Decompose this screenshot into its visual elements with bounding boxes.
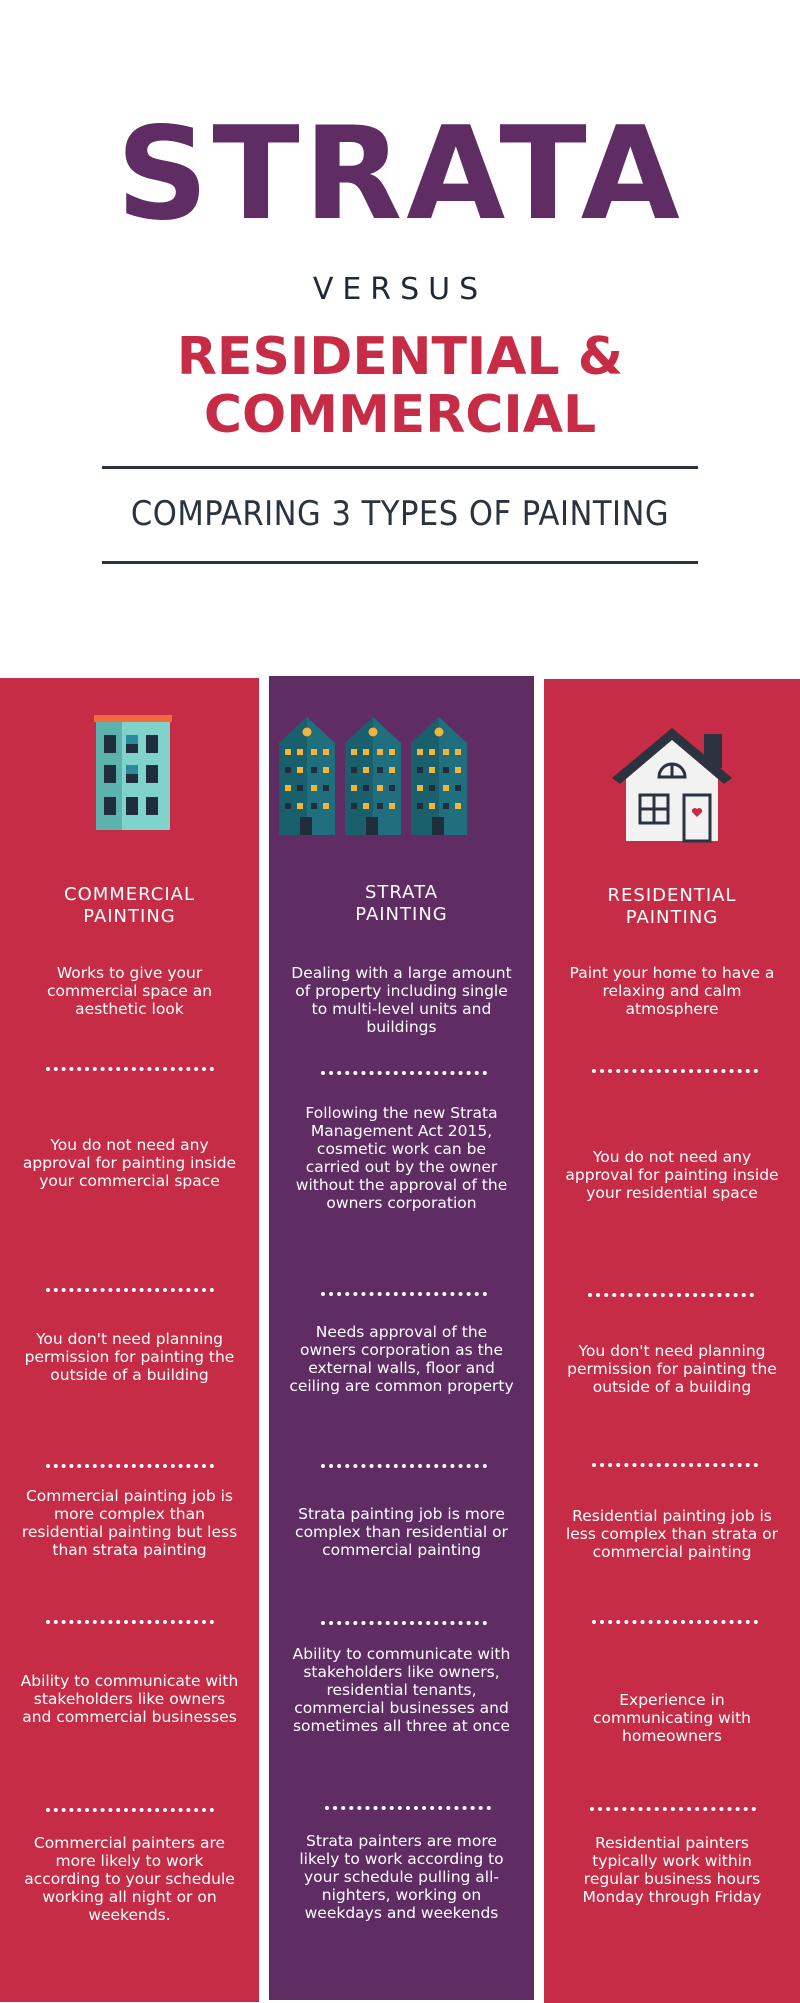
column-title-line-1: COMMERCIAL <box>64 884 195 905</box>
dotted-divider <box>46 1288 214 1292</box>
dotted-divider <box>46 1620 214 1624</box>
column-title-commercial <box>0 884 259 928</box>
strata-item-1: Dealing with a large amount of property including single to multi-level units and buildings <box>291 964 512 1036</box>
column-title-line-2: PAINTING <box>625 907 719 928</box>
residential-item-5: Experience in communicating with homeowners <box>592 1691 752 1745</box>
residential-item-3: You don't need planning permission for painting the outside of a building <box>567 1342 777 1396</box>
dotted-divider <box>46 1464 214 1468</box>
dotted-divider <box>325 1806 491 1810</box>
commercial-item-4: Commercial painting job is more complex than residential painting but less than strata painting <box>21 1487 238 1559</box>
apartment-towers-icon <box>269 711 534 841</box>
residential-item-6: Residential painters typically work within regular business hours Monday through Friday <box>582 1834 762 1906</box>
dotted-divider <box>46 1808 214 1812</box>
strata-item-3: Needs approval of the owners corporation as the external walls, floor and ceiling are common property <box>289 1323 514 1395</box>
column-title-line-2: PAINTING <box>83 906 176 927</box>
commercial-item-2: You do not need any approval for painting inside your commercial space <box>22 1136 237 1190</box>
tagline: COMPARING 3 TYPES OF PAINTING <box>130 494 670 534</box>
dotted-divider <box>590 1807 756 1811</box>
column-title-residential <box>544 885 800 929</box>
commercial-item-6: Commercial painters are more likely to work according to your schedule working all night or on weekends. <box>24 1834 235 1924</box>
residential-item-4: Residential painting job is less complex than strata or commercial painting <box>565 1507 779 1561</box>
dotted-divider <box>321 1292 487 1296</box>
versus-label: VERSUS <box>312 272 488 307</box>
dotted-divider <box>592 1463 758 1467</box>
dotted-divider <box>588 1293 754 1297</box>
subtitle <box>0 328 800 444</box>
dotted-divider <box>46 1067 214 1071</box>
column-commercial <box>0 678 259 2002</box>
dotted-divider <box>592 1620 758 1624</box>
strata-item-5: Ability to communicate with stakeholders like owners, residential tenants, commercial businesses and sometimes all three at once <box>292 1645 511 1735</box>
residential-item-2: You do not need any approval for painting inside your residential space <box>565 1148 779 1202</box>
residential-item-1: Paint your home to have a relaxing and calm atmosphere <box>569 964 775 1018</box>
header <box>0 0 800 676</box>
column-title-line-1: STRATA <box>364 882 439 903</box>
divider-bottom <box>102 561 698 564</box>
commercial-item-1: Works to give your commercial space an aesthetic look <box>46 964 213 1018</box>
dotted-divider <box>321 1464 487 1468</box>
house-icon <box>544 714 800 844</box>
divider-top <box>102 466 698 469</box>
page-title: STRATA <box>116 100 684 249</box>
dotted-divider <box>592 1069 758 1073</box>
commercial-item-5: Ability to communicate with stakeholders like owners and commercial businesses <box>20 1672 239 1726</box>
commercial-item-3: You don't need planning permission for painting the outside of a building <box>24 1330 235 1384</box>
column-title-strata <box>269 882 534 926</box>
subtitle-line-1: RESIDENTIAL & <box>176 327 624 387</box>
strata-item-2: Following the new Strata Management Act 2015, cosmetic work can be carried out by the owner without the approval of the owners corporation <box>295 1104 508 1212</box>
dotted-divider <box>321 1621 487 1625</box>
strata-item-6: Strata painters are more likely to work according to your schedule pulling all-nighters, working on weekdays and weekends <box>299 1832 504 1922</box>
strata-item-4: Strata painting job is more complex than residential or commercial painting <box>295 1505 508 1559</box>
dotted-divider <box>321 1071 487 1075</box>
column-strata <box>269 676 534 2000</box>
subtitle-line-2: COMMERCIAL <box>203 385 597 445</box>
office-building-icon <box>0 713 259 843</box>
column-residential <box>544 679 800 2003</box>
column-title-line-2: PAINTING <box>355 904 448 925</box>
column-title-line-1: RESIDENTIAL <box>607 885 737 906</box>
